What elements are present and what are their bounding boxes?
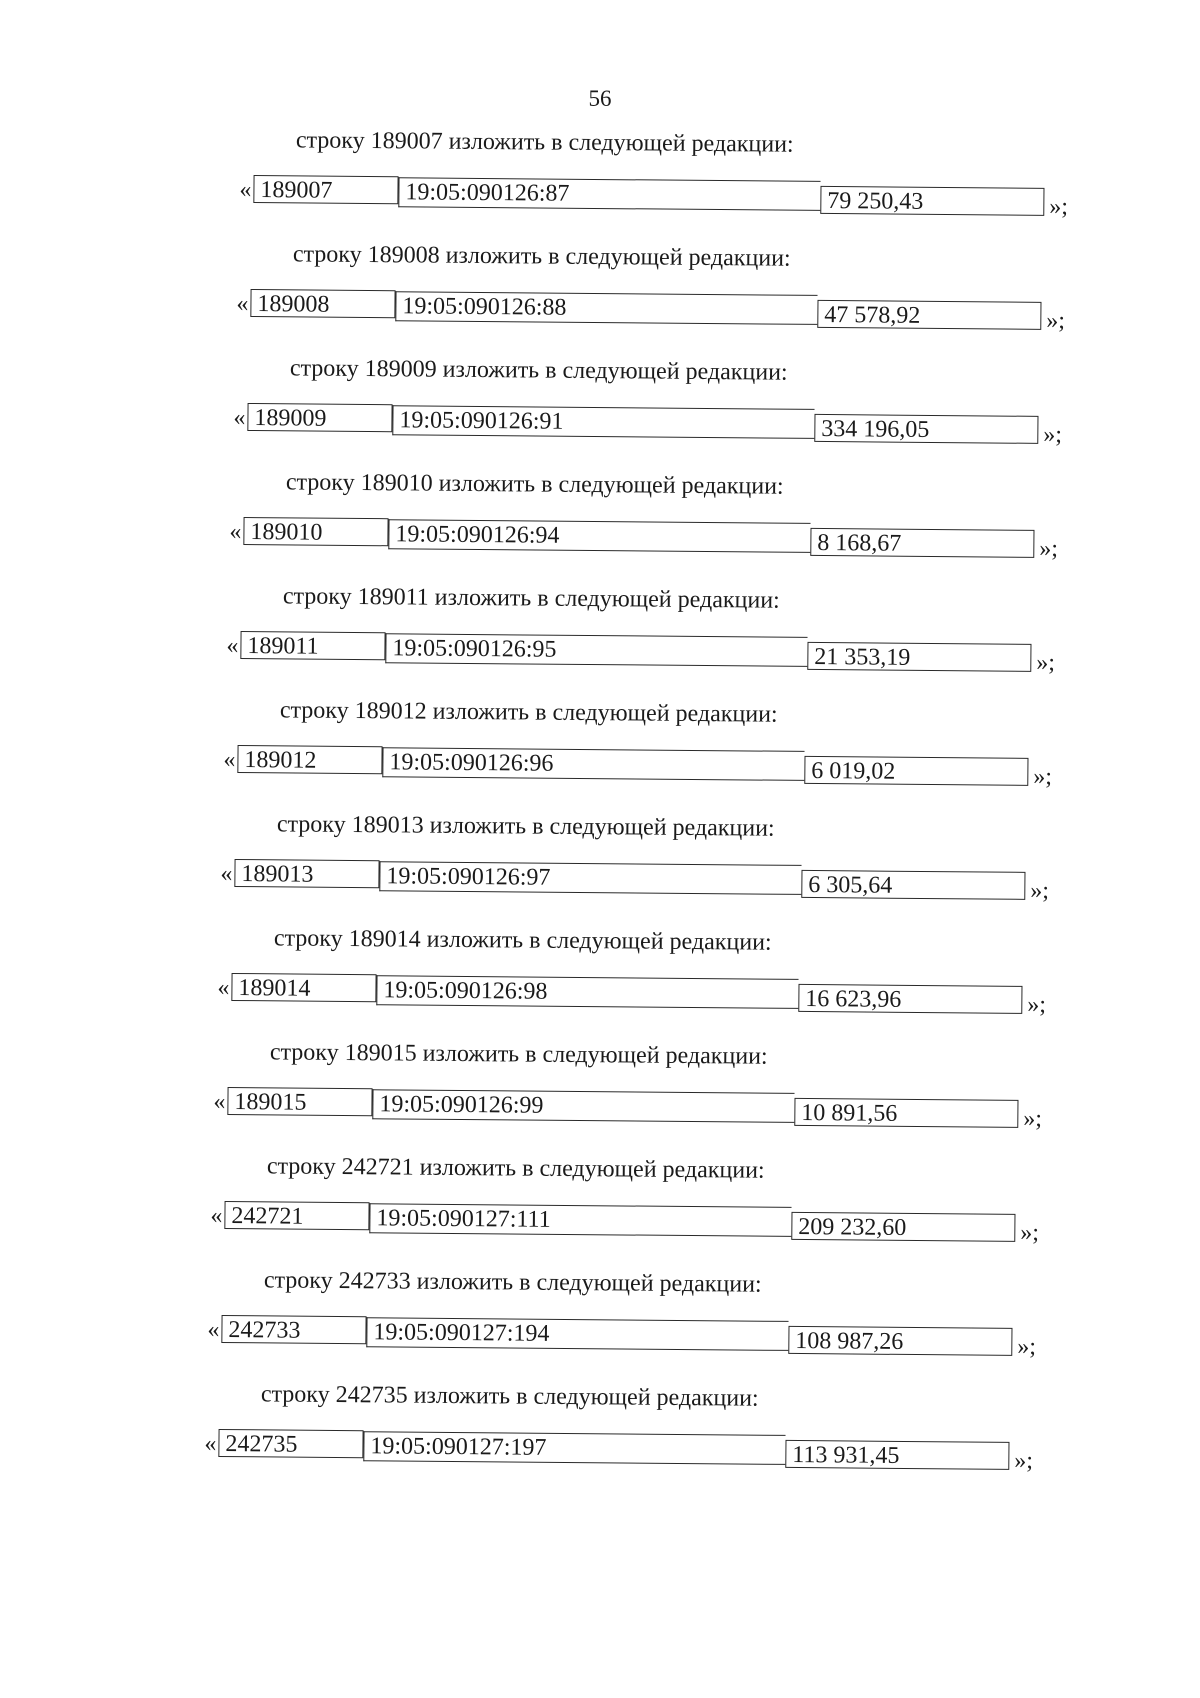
opening-quote: «	[213, 1088, 226, 1115]
amendment-instruction: строку 189007 изложить в следующей редакции:	[295, 127, 794, 158]
amendment-instruction: строку 189012 изложить в следующей редакции:	[279, 697, 778, 728]
closing-quote: »;	[1046, 307, 1065, 335]
cadastral-number-cell: 19:05:090126:97	[379, 861, 801, 895]
amendment-instruction: строку 189013 изложить в следующей редакции:	[276, 811, 775, 842]
amendment-entry	[0, 921, 1178, 1051]
table-row	[207, 1315, 1037, 1361]
closing-quote: »;	[1039, 535, 1059, 563]
cadastral-number-cell: 19:05:090126:94	[389, 519, 811, 553]
amendment-entry	[0, 1377, 1165, 1507]
table-row	[220, 859, 1050, 905]
row-number-cell: 189011	[241, 631, 386, 660]
table-row	[232, 403, 1063, 449]
closing-quote: »;	[1030, 877, 1049, 905]
cadastral-number-cell: 19:05:090126:96	[382, 747, 804, 781]
table-row	[216, 973, 1047, 1019]
amendment-entry	[0, 123, 1200, 253]
cadastral-value-cell: 6 305,64	[801, 870, 1025, 900]
cadastral-number-cell: 19:05:090126:91	[392, 405, 814, 439]
cadastral-number-cell: 19:05:090127:194	[366, 1317, 788, 1351]
opening-quote: «	[232, 404, 246, 431]
cadastral-value-cell: 113 931,45	[785, 1440, 1009, 1470]
opening-quote: «	[223, 746, 236, 773]
amendment-entry	[0, 237, 1197, 367]
cadastral-number-cell: 19:05:090126:95	[386, 633, 808, 667]
amendment-entry	[0, 807, 1181, 937]
row-number-cell: 242733	[221, 1315, 366, 1344]
row-number-cell: 189010	[244, 517, 389, 546]
cadastral-value-cell: 10 891,56	[795, 1098, 1019, 1128]
amendment-entry	[0, 465, 1190, 595]
row-number-cell: 242721	[225, 1201, 370, 1230]
opening-quote: «	[207, 1316, 220, 1343]
closing-quote: »;	[1049, 193, 1069, 221]
table-row	[213, 1087, 1044, 1133]
row-number-cell: 189014	[231, 973, 376, 1002]
table-row	[229, 517, 1060, 563]
cadastral-number-cell: 19:05:090126:88	[395, 291, 817, 325]
opening-quote: «	[229, 518, 242, 545]
amendment-instruction: строку 189009 изложить в следующей редакции:	[289, 355, 788, 386]
amendment-entry	[0, 693, 1184, 823]
table-row	[223, 745, 1053, 791]
amendment-instruction: строку 242721 изложить в следующей редакции:	[266, 1153, 765, 1184]
closing-quote: »;	[1020, 1219, 1040, 1247]
row-number-cell: 189013	[234, 859, 379, 888]
opening-quote: «	[239, 176, 252, 203]
cadastral-value-cell: 8 168,67	[811, 528, 1035, 558]
table-row	[226, 631, 1057, 677]
row-number-cell: 189015	[228, 1087, 373, 1116]
amendment-entry	[0, 1035, 1174, 1165]
opening-quote: «	[226, 632, 239, 659]
opening-quote: «	[210, 1202, 223, 1229]
amendment-instruction: строку 189015 изложить в следующей редакции:	[270, 1039, 769, 1070]
row-number-cell: 189007	[253, 175, 398, 204]
opening-quote: «	[204, 1430, 217, 1457]
table-row	[210, 1201, 1041, 1247]
amendment-instruction: строку 242733 изложить в следующей редакции:	[263, 1267, 762, 1298]
cadastral-number-cell: 19:05:090127:111	[370, 1203, 792, 1237]
row-number-cell: 189009	[247, 403, 392, 432]
amendment-entry	[0, 1263, 1168, 1393]
closing-quote: »;	[1026, 991, 1046, 1019]
row-number-cell: 242735	[218, 1429, 363, 1458]
cadastral-value-cell: 79 250,43	[820, 186, 1044, 216]
cadastral-value-cell: 21 353,19	[807, 642, 1031, 672]
row-number-cell: 189012	[237, 745, 382, 774]
cadastral-value-cell: 6 019,02	[804, 756, 1028, 786]
amendment-instruction: строку 189008 изложить в следующей редакции:	[292, 241, 791, 272]
cadastral-value-cell: 334 196,05	[814, 414, 1038, 444]
amendment-entry	[0, 1149, 1171, 1279]
amendment-entry	[0, 579, 1187, 709]
table-row	[204, 1429, 1034, 1475]
amendment-instruction: строку 189014 изложить в следующей редакции:	[273, 925, 772, 956]
page-number: 56	[588, 86, 612, 111]
cadastral-number-cell: 19:05:090126:98	[376, 975, 798, 1009]
table-row	[239, 175, 1069, 221]
closing-quote: »;	[1036, 649, 1056, 677]
closing-quote: »;	[1017, 1333, 1037, 1361]
cadastral-value-cell: 47 578,92	[817, 300, 1041, 330]
cadastral-value-cell: 108 987,26	[788, 1326, 1012, 1356]
closing-quote: »;	[1042, 421, 1062, 449]
closing-quote: »;	[1023, 1105, 1043, 1133]
table-row	[236, 289, 1066, 335]
cadastral-number-cell: 19:05:090126:87	[398, 177, 820, 211]
amendment-instruction: строку 189011 изложить в следующей редакции:	[282, 583, 781, 614]
row-number-cell: 189008	[250, 289, 395, 318]
opening-quote: «	[236, 290, 249, 317]
amendment-entry	[0, 351, 1194, 481]
cadastral-value-cell: 16 623,96	[798, 984, 1022, 1014]
cadastral-number-cell: 19:05:090127:197	[363, 1431, 785, 1465]
cadastral-value-cell: 209 232,60	[791, 1212, 1015, 1242]
amendment-instruction: строку 189010 изложить в следующей редакции:	[286, 469, 785, 500]
cadastral-number-cell: 19:05:090126:99	[373, 1089, 795, 1123]
closing-quote: »;	[1033, 763, 1053, 791]
amendment-instruction: строку 242735 изложить в следующей редакции:	[260, 1381, 759, 1412]
opening-quote: «	[216, 974, 230, 1001]
closing-quote: »;	[1014, 1447, 1033, 1475]
opening-quote: «	[220, 860, 233, 887]
